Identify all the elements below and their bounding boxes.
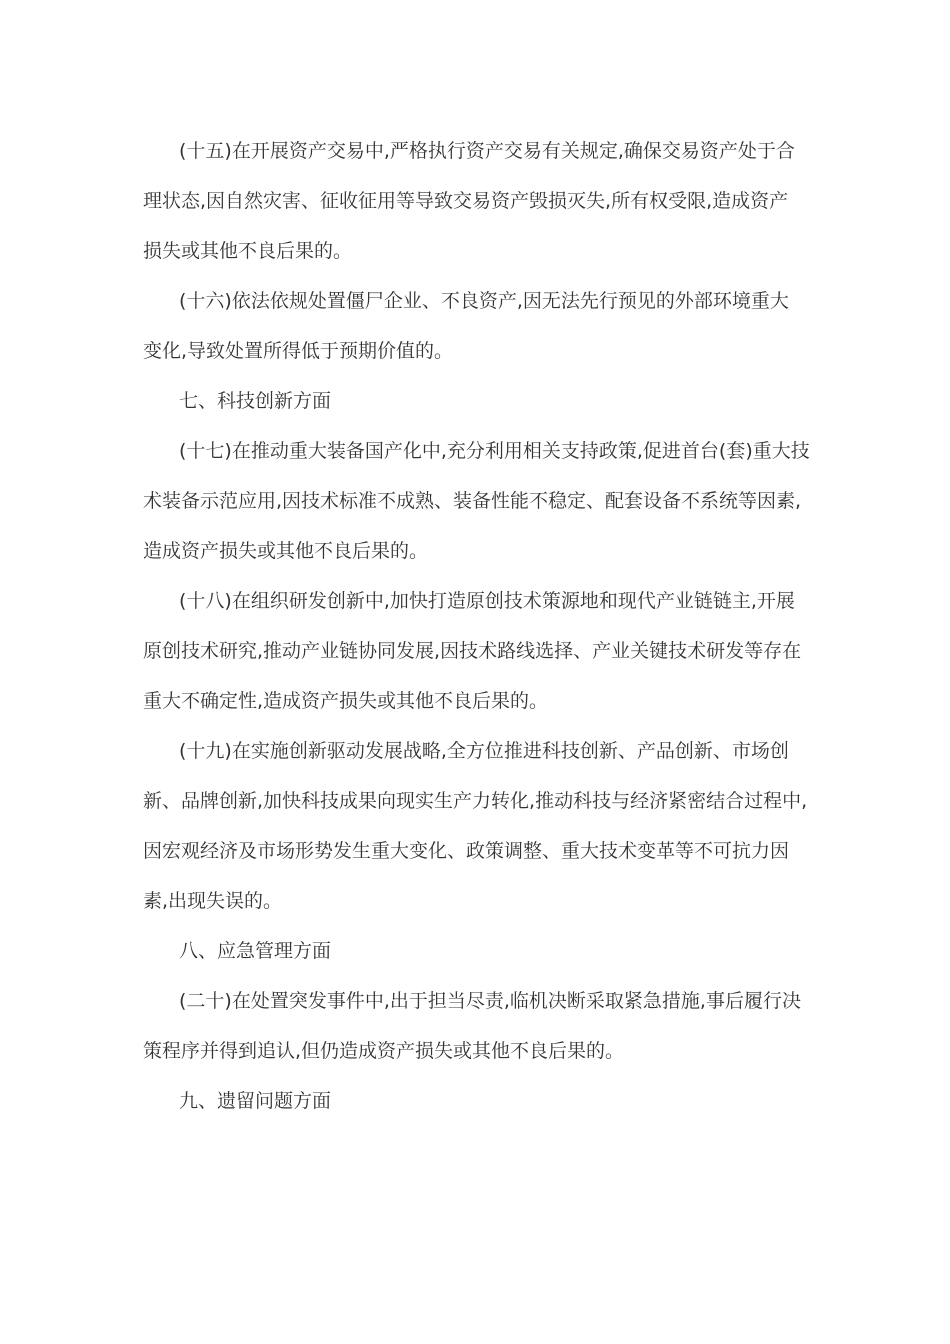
paragraph-15-line-3: 损失或其他不良后果的。 — [143, 240, 353, 262]
paragraph-18-line-3: 重大不确定性,造成资产损失或其他不良后果的。 — [143, 690, 549, 712]
section-heading-7: 七、科技创新方面 — [179, 390, 332, 412]
paragraph-15-line-1: (十五)在开展资产交易中,严格执行资产交易有关规定,确保交易资产处于合 — [179, 140, 795, 162]
section-heading-8: 八、应急管理方面 — [179, 940, 332, 962]
paragraph-19-line-2: 新、品牌创新,加快科技成果向现实生产力转化,推动科技与经济紧密结合过程中, — [143, 790, 808, 812]
section-heading-9: 九、遗留问题方面 — [179, 1090, 332, 1112]
paragraph-17-line-2: 术装备示范应用,因技术标准不成熟、装备性能不稳定、配套设备不系统等因素, — [143, 490, 802, 512]
paragraph-19-line-3: 因宏观经济及市场形势发生重大变化、政策调整、重大技术变革等不可抗力因 — [143, 840, 790, 862]
paragraph-18-line-1: (十八)在组织研发创新中,加快打造原创技术策源地和现代产业链链主,开展 — [179, 590, 795, 612]
paragraph-19-line-1: (十九)在实施创新驱动发展战略,全方位推进科技创新、产品创新、市场创 — [179, 740, 789, 762]
paragraph-18-line-2: 原创技术研究,推动产业链协同发展,因技术路线选择、产业关键技术研发等存在 — [143, 640, 802, 662]
paragraph-16-line-1: (十六)依法依规处置僵尸企业、不良资产,因无法先行预见的外部环境重大 — [179, 290, 789, 312]
paragraph-17-line-1: (十七)在推动重大装备国产化中,充分利用相关支持政策,促进首台(套)重大技 — [179, 440, 810, 462]
paragraph-16-line-2: 变化,导致处置所得低于预期价值的。 — [143, 340, 454, 362]
paragraph-20-line-1: (二十)在处置突发事件中,出于担当尽责,临机决断采取紧急措施,事后履行决 — [179, 990, 801, 1012]
paragraph-15-line-2: 理状态,因自然灾害、征收征用等导致交易资产毁损灭失,所有权受限,造成资产 — [143, 190, 789, 212]
paragraph-20-line-2: 策程序并得到追认,但仍造成资产损失或其他不良后果的。 — [143, 1040, 625, 1062]
paragraph-19-line-4: 素,出现失误的。 — [143, 890, 283, 912]
paragraph-17-line-3: 造成资产损失或其他不良后果的。 — [143, 540, 429, 562]
